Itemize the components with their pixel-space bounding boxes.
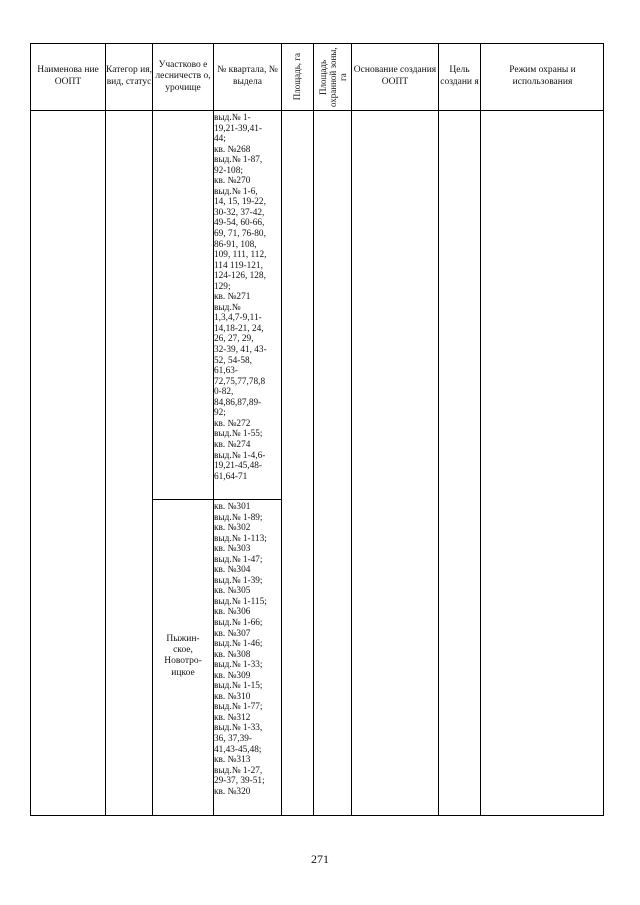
col-divider bbox=[313, 44, 314, 815]
header-category bbox=[106, 44, 152, 110]
header-quarter-text: № квартала, № выдела bbox=[217, 65, 278, 87]
header-basis-text: Основание создания ООПТ bbox=[353, 65, 437, 87]
quarter-cell-row1: выд.№ 1- 19,21-39,41- 44; кв. №268 выд.№ 1-87, 92-108; кв. №270 выд.№ 1-6, 14, 15, 19-22, 30-32, 37-42, 49-54, 60-66, 69, 71, 76-80, 86-91, 108, 109, 111, 112, 114 119-121, 124-126, 128, 129; кв. №271 выд.№ 1,3,4,7-9,11- 14,18-21, 24, 26, 27, 29, 32-39, 41, 43- 52, 54-58, 61,63- 72,75,77,78,8 0-82, 84,86,87,89- 92; кв. №272 выд.№ 1-55; кв. №274 выд.№ 1-4,6- 19,21-45,48- 61,64-71 bbox=[214, 113, 267, 482]
col-divider bbox=[152, 44, 153, 815]
header-name bbox=[31, 44, 105, 110]
header-buffer-text: Площадь охранной зоны, га bbox=[317, 47, 348, 107]
header-rule bbox=[31, 110, 603, 111]
header-area bbox=[282, 44, 313, 110]
col-divider bbox=[105, 44, 106, 815]
header-purpose-text: Цель создани я bbox=[440, 65, 479, 87]
header-name-text: Наименова ние ООПТ bbox=[37, 65, 99, 87]
col-divider bbox=[438, 44, 439, 815]
col-divider bbox=[351, 44, 352, 815]
header-category-text: Категор ия, вид, статус bbox=[106, 65, 152, 87]
ooopt-table bbox=[30, 43, 604, 816]
header-forestry bbox=[153, 44, 213, 110]
header-quarter bbox=[214, 44, 281, 110]
header-area-text: Площадь, га bbox=[291, 53, 302, 101]
header-regime-text: Режим охраны и использования bbox=[509, 65, 576, 87]
header-buffer bbox=[314, 44, 351, 110]
quarter-cell-row2: кв. №301 выд.№ 1-89; кв. №302 выд.№ 1-113; кв. №303 выд.№ 1-47; кв. №304 выд.№ 1-39; кв. №305 выд.№ 1-115; кв. №306 выд.№ 1-66; кв. №307 выд.№ 1-46; кв. №308 выд.№ 1-33; кв. №309 выд.№ 1-15; кв. №310 выд.№ 1-77; кв. №312 выд.№ 1-33, 36, 37,39- 41,43-45,48; кв. №313 выд.№ 1-27, 29-37, 39-51; кв. №320 bbox=[214, 502, 267, 797]
forestry-cell-row2: Пыжин- ское, Новотро- ицкое bbox=[164, 634, 202, 678]
header-regime bbox=[481, 44, 604, 110]
col-divider bbox=[480, 44, 481, 815]
row-divider bbox=[152, 499, 281, 500]
header-forestry-text: Участково е лесничеств о, урочище bbox=[155, 59, 211, 93]
header-basis bbox=[352, 44, 438, 110]
page-number: 271 bbox=[311, 852, 329, 866]
header-purpose bbox=[439, 44, 480, 110]
